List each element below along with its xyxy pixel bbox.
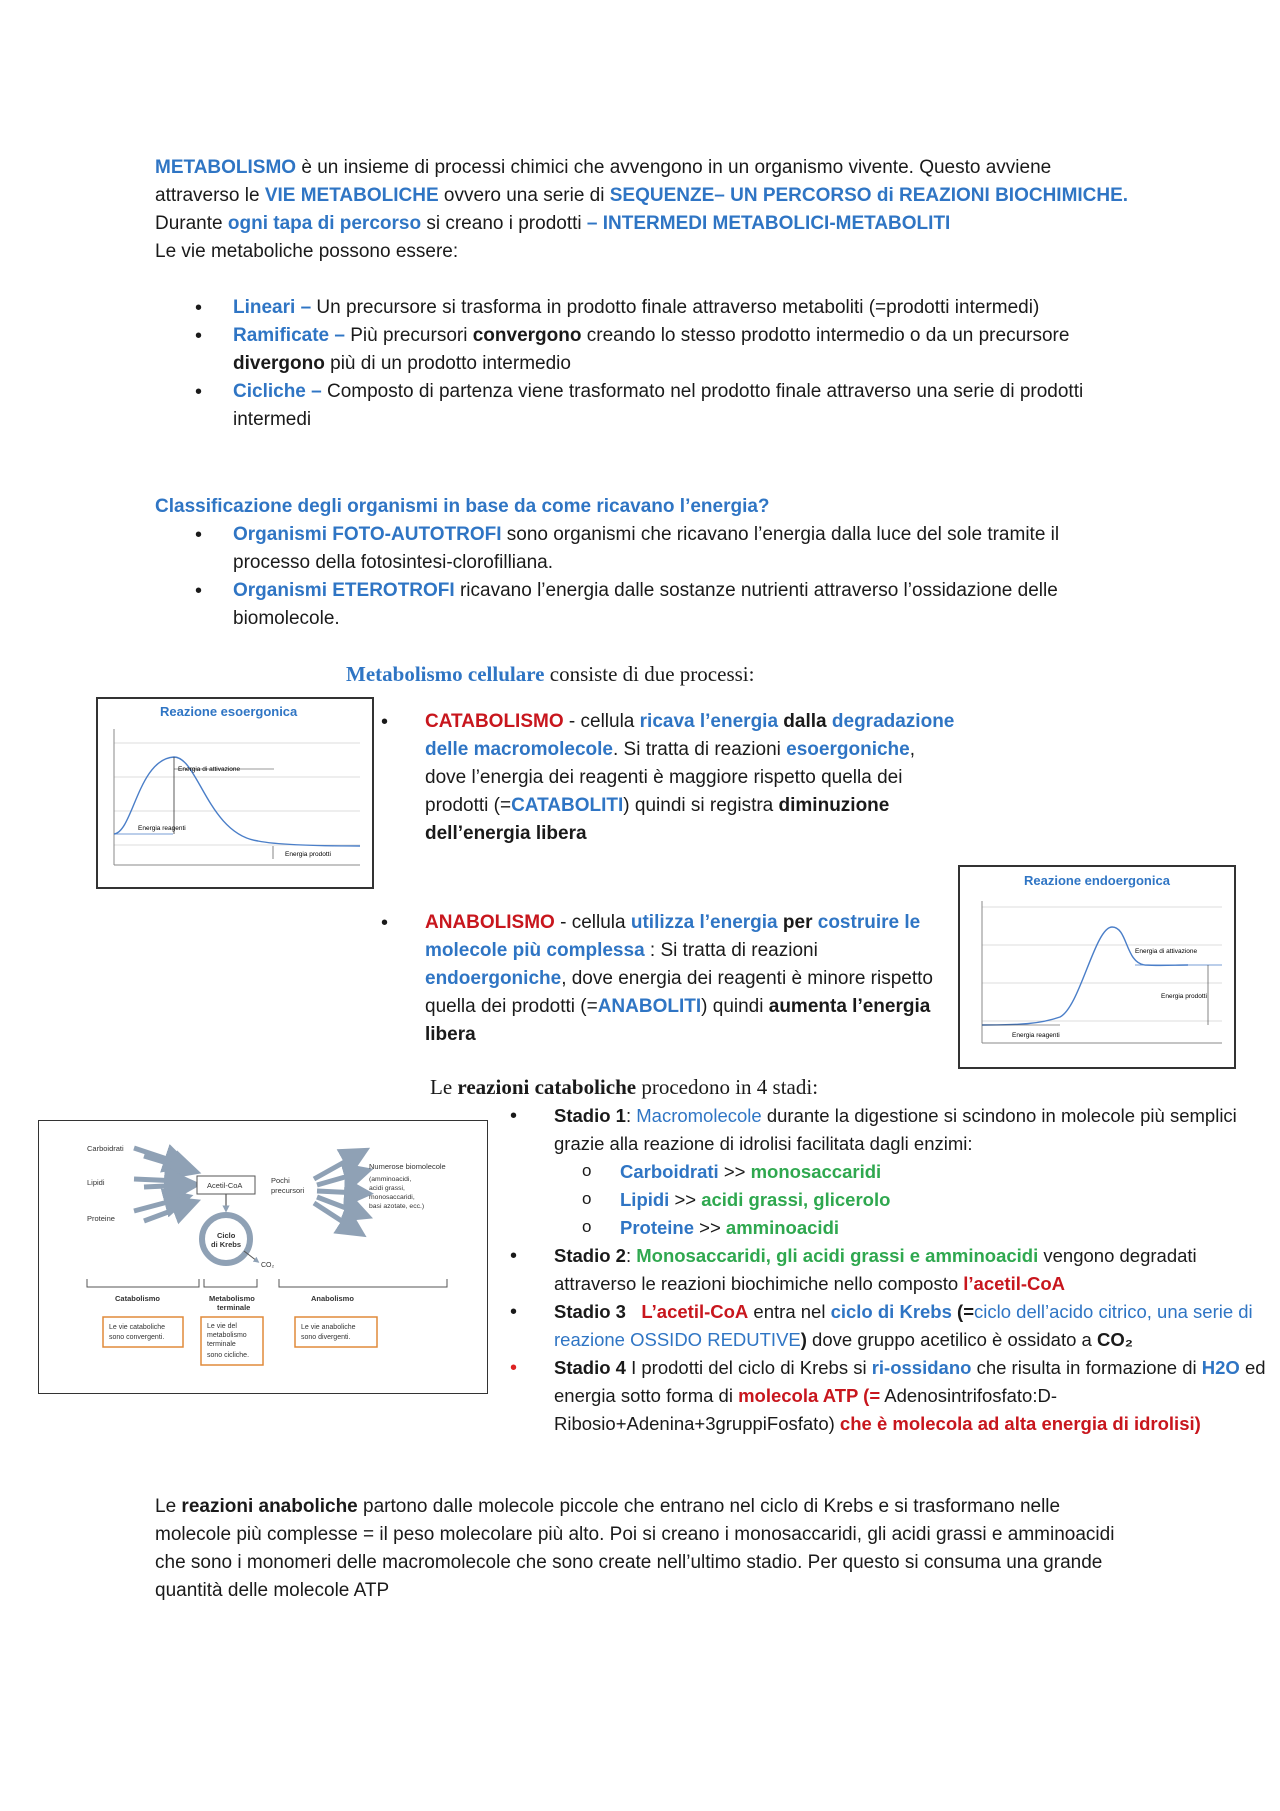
label-co2: CO₂ <box>261 1262 275 1269</box>
list-item: • Stadio 4 I prodotti del ciclo di Krebs si ri-ossidano che risulta in formazione di H2O ed energia sotto forma di molecola ATP (= Adenosintrifosfato:D-Ribosio+Adenina+3gruppiFosfato) che è molecola ad alta energia di idrolisi) <box>470 1354 1270 1438</box>
svg-text:basi azotate, ecc.): basi azotate, ecc.) <box>369 1203 425 1210</box>
vie-list <box>155 294 1135 434</box>
metabolismo-term: METABOLISMO <box>155 157 297 178</box>
label-prodotti: Energia prodotti <box>1161 993 1207 1000</box>
list-item: o Lipidi >> acidi grassi, glicerolo <box>542 1186 1270 1214</box>
box-cataboliche <box>103 1317 183 1347</box>
list-item: • Stadio 1: Macromolecole durante la digestione si scindono in molecole più semplici grazie alla reazione di idrolisi facilitata dagli enzimi: o Carboidrati >> monosaccaridi o Lipidi >> acidi grassi, glicerolo o Proteine >> amminoacidi <box>470 1102 1270 1242</box>
metabolismo-cellulare: Metabolismo cellulare consiste di due processi: <box>346 662 755 686</box>
list-item: • ANABOLISMO - cellula utilizza l’energia per costruire le molecole più complessa : Si tratta di reazioni endoergoniche, dove energia dei reagenti è minore rispetto quella dei prodotti (=ANABOLITI) quindi aumenta l’energia libera <box>341 909 951 1049</box>
svg-text:acidi grassi,: acidi grassi, <box>369 1185 405 1192</box>
anaboliche-paragraph: Le reazioni anaboliche partono dalle molecole piccole che entrano nel ciclo di Krebs e si trasformano nelle molecole più complesse = il peso molecolare più alto. Poi si creano i monosaccaridi, gli acidi grassi e amminoacidi che sono i monomeri delle macromolecole che sono create nell’ultimo stadio. Per questo si consuma una grande quantità delle molecole ATP <box>155 1496 1115 1601</box>
label-ciclo: Ciclo <box>217 1231 236 1240</box>
label-lipidi: Lipidi <box>87 1178 105 1187</box>
svg-text:Le vie anaboliche: Le vie anaboliche <box>301 1324 356 1331</box>
label-carboidrati: Carboidrati <box>87 1144 124 1153</box>
diverging-arrows <box>314 1155 359 1229</box>
label-krebs: di Krebs <box>211 1240 242 1249</box>
label-reagenti: Energia reagenti <box>138 825 186 832</box>
label-reagenti: Energia reagenti <box>1012 1032 1060 1039</box>
label-prodotti: Energia prodotti <box>285 851 331 858</box>
catabolismo-block <box>381 708 961 848</box>
list-item: o Proteine >> amminoacidi <box>542 1214 1270 1242</box>
svg-text:sono divergenti.: sono divergenti. <box>301 1334 351 1341</box>
label-proteine: Proteine <box>87 1214 115 1223</box>
vie-metaboliche-diagram <box>39 1121 487 1393</box>
svg-text:sono convergenti.: sono convergenti. <box>109 1334 165 1341</box>
svg-text:terminale: terminale <box>217 1303 251 1312</box>
svg-text:Le vie cataboliche: Le vie cataboliche <box>109 1324 166 1331</box>
svg-text:Metabolismo: Metabolismo <box>209 1294 255 1303</box>
label-numerose: Numerose biomolecole <box>369 1162 446 1171</box>
figure-title: Reazione endoergonica <box>1024 873 1170 888</box>
list-item: • Organismi FOTO-AUTOTROFI sono organismi che ricavano l’energia dalla luce del sole tramite il processo della fotosintesi-clorofilliana. <box>155 521 1135 577</box>
label-precursori: precursori <box>271 1186 305 1195</box>
list-item: • Cicliche – Composto di partenza viene trasformato nel prodotto finale attraverso una serie di prodotti intermedi <box>155 378 1135 434</box>
svg-text:Le vie del: Le vie del <box>207 1323 237 1330</box>
label-attivazione: Energia di attivazione <box>178 766 241 773</box>
label-pochi: Pochi <box>271 1176 290 1185</box>
stadi-intro: Le reazioni cataboliche procedono in 4 stadi: <box>430 1075 819 1099</box>
label-anabolismo: Anabolismo <box>311 1294 354 1303</box>
figure-vie-metaboliche <box>38 1120 488 1394</box>
svg-text:(amminoacidi,: (amminoacidi, <box>369 1176 412 1183</box>
esoergonica-graph <box>98 699 372 887</box>
brackets <box>87 1279 447 1287</box>
list-item: • CATABOLISMO - cellula ricava l’energia dalla degradazione delle macromolecole. Si tratta di reazioni esoergoniche, dove l’energia dei reagenti è maggiore rispetto quella dei prodotti (=CATABOLITI) quindi si registra diminuzione dell’energia libera <box>341 708 961 848</box>
endoergonica-graph <box>960 867 1234 1067</box>
classificazione-section <box>155 493 1135 633</box>
label-acetil: Acetil-CoA <box>207 1181 243 1190</box>
stadi-list <box>510 1102 1270 1438</box>
svg-text:terminale: terminale <box>207 1341 236 1348</box>
svg-text:metabolismo: metabolismo <box>207 1332 247 1339</box>
anabolismo-block <box>381 909 951 1049</box>
figure-endoergonica <box>958 865 1236 1069</box>
list-item: • Stadio 3 L’acetil-CoA entra nel ciclo di Krebs (=ciclo dell’acido citrico, una serie di reazione OSSIDO REDUTIVE) dove gruppo acetilico è ossidato a CO₂ <box>470 1298 1270 1354</box>
figure-esoergonica <box>96 697 374 889</box>
list-item: • Stadio 2: Monosaccaridi, gli acidi grassi e amminoacidi vengono degradati attraverso le reazioni biochimiche nello composto l’acetil-CoA <box>470 1242 1270 1298</box>
box-anaboliche <box>295 1317 377 1347</box>
figure-title: Reazione esoergonica <box>160 704 298 719</box>
classificazione-heading: Classificazione degli organismi in base da come ricavano l’energia? <box>155 496 770 517</box>
vie-intro: Le vie metaboliche possono essere: <box>155 241 459 262</box>
label-catabolismo: Catabolismo <box>115 1294 161 1303</box>
converging-arrows <box>134 1148 187 1221</box>
label-attivazione: Energia di attivazione <box>1135 948 1198 955</box>
list-item: • Lineari – Un precursore si trasforma in prodotto finale attraverso metaboliti (=prodotti intermedi) <box>155 294 1135 322</box>
svg-text:monosaccaridi,: monosaccaridi, <box>369 1194 415 1201</box>
svg-text:sono cicliche.: sono cicliche. <box>207 1352 250 1359</box>
intro-paragraph: METABOLISMO è un insieme di processi chimici che avvengono in un organismo vivente. Questo avviene attraverso le VIE METABOLICHE ovvero una serie di SEQUENZE– UN PERCORSO di REAZIONI BIOCHIMICHE. Durante ogni tapa di percorso si creano i prodotti – INTERMEDI METABOLICI-METABOLITI Le vie metaboliche possono essere: <box>155 154 1135 266</box>
list-item: • Ramificate – Più precursori convergono creando lo stesso prodotto intermedio o da un precursore divergono più di un prodotto intermedio <box>155 322 1135 378</box>
list-item: • Organismi ETEROTROFI ricavano l’energia dalle sostanze nutrienti attraverso l’ossidazione delle biomolecole. <box>155 577 1135 633</box>
list-item: o Carboidrati >> monosaccaridi <box>542 1158 1270 1186</box>
